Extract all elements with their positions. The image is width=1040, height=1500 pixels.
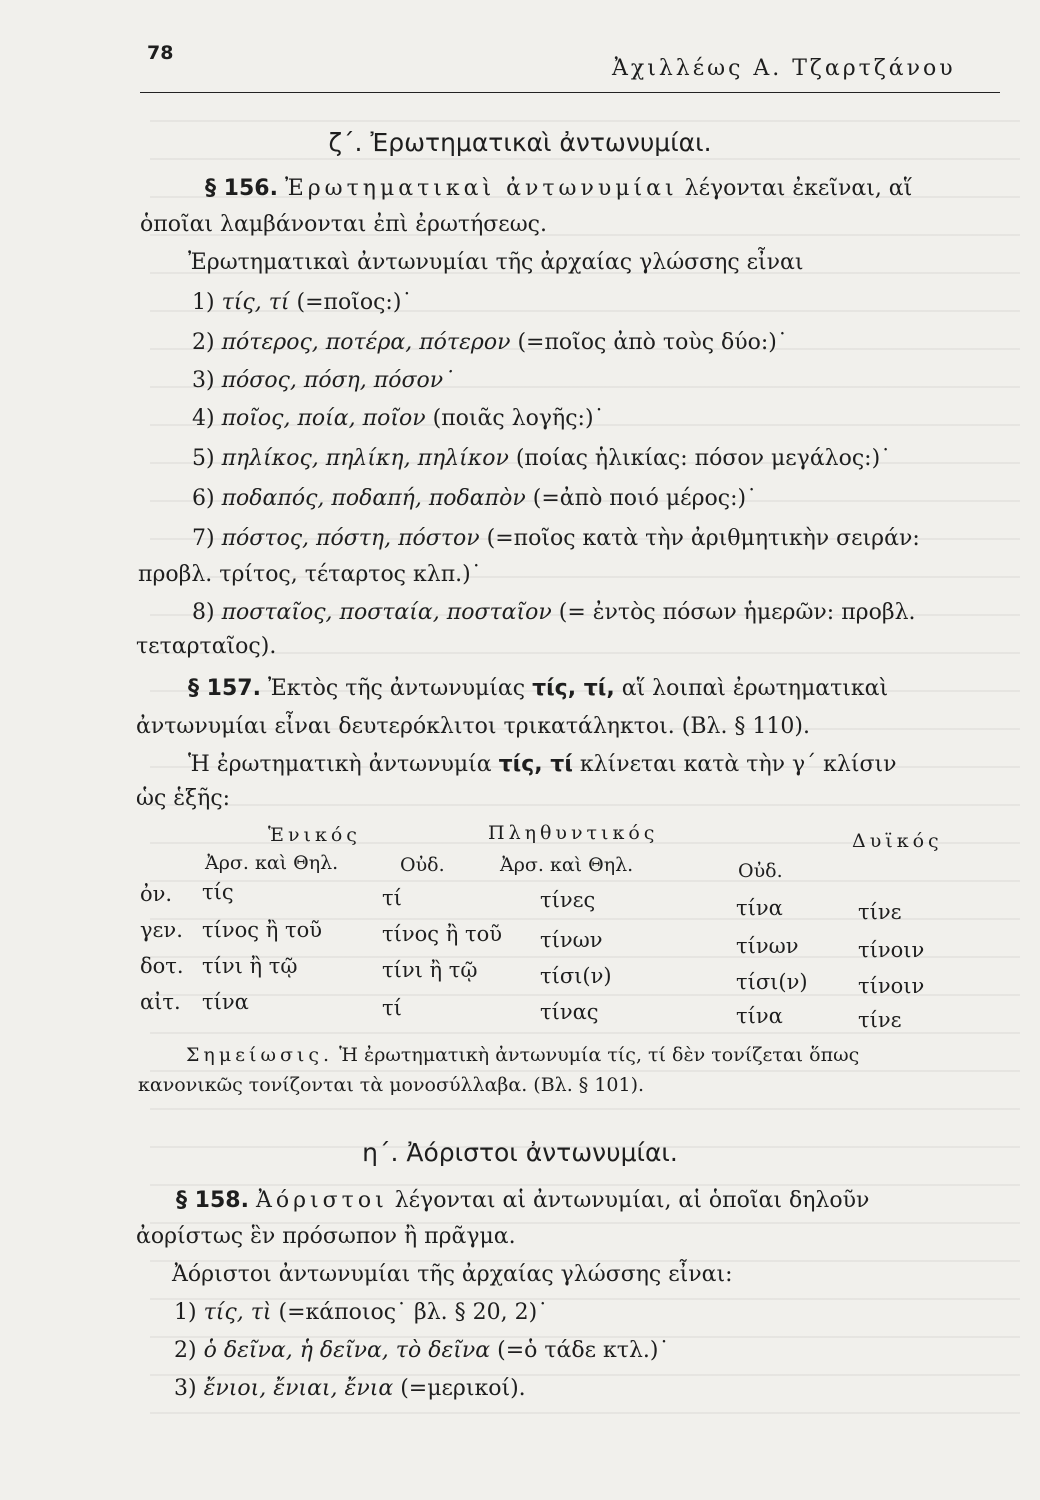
term-interrogative: Ἐρωτηματικαὶ ἀντωνυμίαι <box>284 176 678 201</box>
list-item: 4) ποῖος, ποία, ποῖον (ποιᾶς λογῆς:)˙ <box>192 406 605 431</box>
table-cell: τίνι ἢ τῷ <box>382 958 478 982</box>
case-label: ὀν. <box>140 882 173 906</box>
header-dual: Δυϊκός <box>852 830 943 852</box>
header-rule <box>140 92 1000 93</box>
section-number-158: § 158. <box>176 1188 249 1213</box>
table-cell: τίνων <box>540 928 603 952</box>
gender-header: Ἀρσ. καὶ Θηλ. <box>500 854 634 876</box>
table-cell: τίσι(ν) <box>540 964 612 988</box>
paragraph-157-line2: ἀντωνυμίαι εἶναι δευτερόκλιτοι τρικατάληκτοι. (Βλ. § 110). <box>136 714 810 739</box>
section-title-interrogative: ζ΄. Ἐρωτηματικαὶ ἀντωνυμίαι. <box>328 128 712 157</box>
gender-header: Οὐδ. <box>400 854 445 876</box>
list-item: 5) πηλίκος, πηλίκη, πηλίκον (ποίας ἡλικίας: πόσον μεγάλος:)˙ <box>192 446 892 471</box>
list-item: 1) τίς, τί (=ποῖος:)˙ <box>192 290 413 315</box>
page-number: 78 <box>147 42 174 64</box>
case-label: αἰτ. <box>140 990 181 1014</box>
gender-header: Ἀρσ. καὶ Θηλ. <box>205 852 339 874</box>
paragraph-156-line1 <box>205 176 912 201</box>
intro-interrogative: Ἐρωτηματικαὶ ἀντωνυμίαι τῆς ἀρχαίας γλώσσης εἶναι <box>188 250 804 275</box>
section-title-indefinite: η΄. Ἀόριστοι ἀντωνυμίαι. <box>362 1138 678 1167</box>
list-item-continuation: τεταρταῖος). <box>136 634 277 659</box>
table-cell: τίνες <box>540 888 596 912</box>
paragraph-158-line2: ἀορίστως ἓν πρόσωπον ἢ πρᾶγμα. <box>136 1224 516 1249</box>
list-item: 2) ὁ δεῖνα, ἡ δεῖνα, τὸ δεῖνα (=ὁ τάδε κτλ.)˙ <box>174 1338 670 1363</box>
running-title: Ἀχιλλέως Α. Τζαρτζάνου <box>612 56 956 81</box>
paragraph-156-line2: ὁποῖαι λαμβάνονται ἐπὶ ἐρωτήσεως. <box>140 212 547 237</box>
case-label: δοτ. <box>140 954 184 978</box>
table-cell: τίσι(ν) <box>736 970 808 994</box>
paragraph-157-line3: Ἡ ἐρωτηματικὴ ἀντωνυμία τίς, τί κλίνεται κατὰ τὴν γ΄ κλίσιν <box>188 752 897 777</box>
intro-indefinite: Ἀόριστοι ἀντωνυμίαι τῆς ἀρχαίας γλώσσης εἶναι: <box>172 1262 733 1287</box>
case-label: γεν. <box>140 918 183 942</box>
section-number-157: § 157. <box>188 676 261 701</box>
gender-header: Οὐδ. <box>738 860 783 882</box>
note-label: Σημείωσις. <box>186 1044 334 1066</box>
table-cell: τίνα <box>736 896 783 920</box>
paragraph-158-line1: § 158. Ἀόριστοι λέγονται αἱ ἀντωνυμίαι, αἱ ὁποῖαι δηλοῦν <box>176 1188 870 1213</box>
table-cell: τίς <box>202 880 234 904</box>
list-item: 7) πόστος, πόστη, πόστον (=ποῖος κατὰ τὴν ἀριθμητικὴν σειράν: <box>192 526 920 551</box>
table-cell: τίνε <box>858 900 902 924</box>
header-singular: Ἑνικός <box>268 824 361 846</box>
list-item-continuation: προβλ. τρίτος, τέταρτος κλπ.)˙ <box>138 562 482 587</box>
list-item: 2) πότερος, ποτέρα, πότερον (=ποῖος ἀπὸ τοὺς δύο:)˙ <box>192 330 788 355</box>
paragraph-157-line4: ὡς ἑξῆς: <box>136 786 231 811</box>
list-item: 1) τίς, τὶ (=κάποιος˙ βλ. § 20, 2)˙ <box>174 1300 549 1325</box>
table-cell: τίνοιν <box>858 974 925 998</box>
table-cell: τίνα <box>202 990 249 1014</box>
list-item: 3) πόσος, πόση, πόσον˙ <box>192 368 455 393</box>
note-line1: Σημείωσις. Ἡ ἐρωτηματικὴ ἀντωνυμία τίς, τί δὲν τονίζεται ὅπως <box>186 1044 860 1066</box>
paragraph-157-line1: § 157. Ἐκτὸς τῆς ἀντωνυμίας τίς, τί, αἵ λοιπαὶ ἐρωτηματικαὶ <box>188 676 889 701</box>
table-cell: τίνος ἢ τοῦ <box>202 918 322 942</box>
p156-rest: λέγονται ἐκεῖναι, αἵ <box>684 176 913 201</box>
table-cell: τίνος ἢ τοῦ <box>382 922 502 946</box>
table-cell: τίνων <box>736 934 799 958</box>
list-item: 3) ἔνιοι, ἔνιαι, ἔνια (=μερικοί). <box>174 1376 526 1401</box>
section-number-156: § 156. <box>205 176 278 201</box>
table-cell: τίνα <box>736 1004 783 1028</box>
list-item: 6) ποδαπός, ποδαπή, ποδαπὸν (=ἀπὸ ποιό μέρος:)˙ <box>192 486 758 511</box>
list-item: 8) ποσταῖος, ποσταία, ποσταῖον (= ἐντὸς πόσων ἡμερῶν: προβλ. <box>192 600 916 625</box>
note-line2: κανονικῶς τονίζονται τὰ μονοσύλλαβα. (Βλ. § 101). <box>138 1074 645 1096</box>
table-cell: τίνοιν <box>858 938 925 962</box>
table-cell: τί <box>382 886 402 910</box>
table-cell: τίνας <box>540 1000 599 1024</box>
table-cell: τίνε <box>858 1008 902 1032</box>
table-cell: τίνι ἢ τῷ <box>202 954 298 978</box>
table-cell: τί <box>382 996 402 1020</box>
header-plural: Πληθυντικός <box>488 822 659 844</box>
